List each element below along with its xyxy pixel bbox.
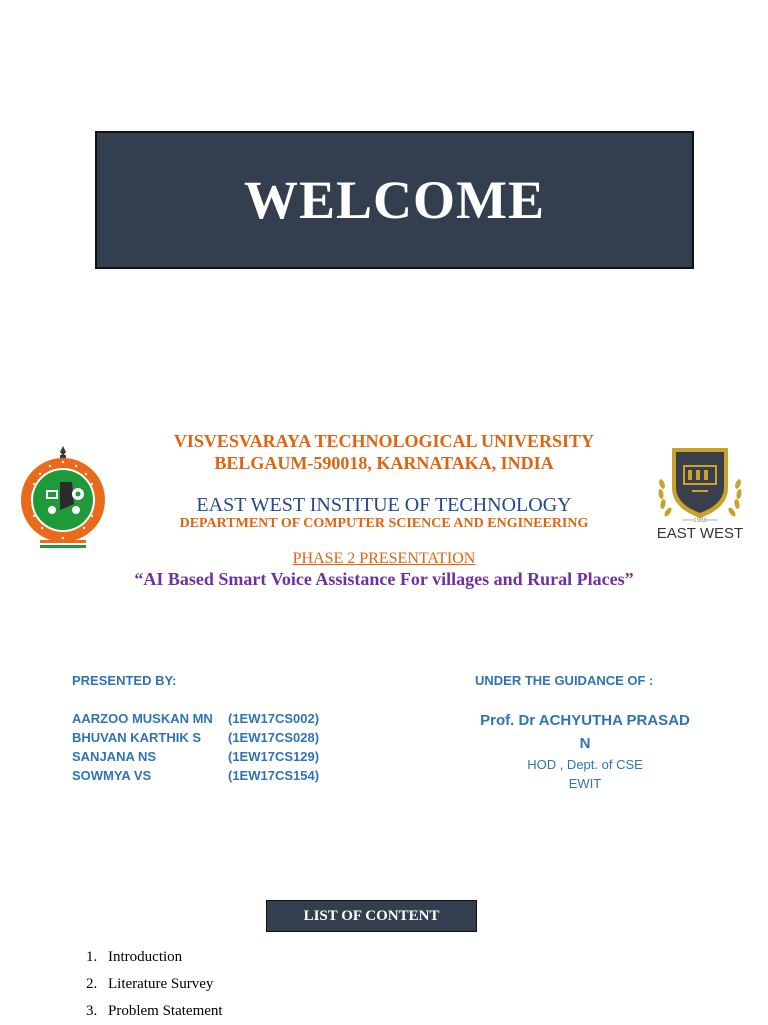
project-title: “AI Based Smart Voice Assistance For villages and Rural Places” bbox=[134, 569, 634, 589]
guide-name-cont: N bbox=[579, 735, 591, 752]
member-name: BHUVAN KARTHIK S bbox=[72, 730, 202, 745]
list-item-number: 2. bbox=[86, 976, 98, 992]
member-row bbox=[72, 768, 342, 787]
list-item bbox=[86, 944, 223, 971]
university-name: VISVESVARAYA TECHNOLOGICAL UNIVERSITY bbox=[173, 431, 595, 451]
member-usn: (1EW17CS129) bbox=[228, 749, 320, 764]
list-item-number: 3. bbox=[86, 1003, 98, 1019]
list-item-label: Problem Statement bbox=[108, 1003, 223, 1019]
university-address: BELGAUM-590018, KARNATAKA, INDIA bbox=[214, 453, 554, 473]
institute-name: EAST WEST INSTITUE OF TECHNOLOGY bbox=[196, 494, 572, 516]
guide-org: EWIT bbox=[568, 776, 602, 791]
list-item-label: Introduction bbox=[108, 949, 183, 965]
contents-heading-box bbox=[266, 900, 477, 932]
department-name: DEPARTMENT OF COMPUTER SCIENCE AND ENGINEERING bbox=[179, 516, 589, 531]
guide-name: Prof. Dr ACHYUTHA PRASAD bbox=[480, 712, 690, 729]
member-usn: (1EW17CS028) bbox=[228, 730, 320, 745]
presented-by-heading: PRESENTED BY: bbox=[72, 673, 177, 688]
guidance-heading: UNDER THE GUIDANCE OF : bbox=[475, 673, 654, 688]
list-item bbox=[86, 971, 223, 998]
member-usn: (1EW17CS154) bbox=[228, 768, 320, 783]
contents-list bbox=[86, 944, 223, 1025]
list-item bbox=[86, 998, 223, 1025]
member-list bbox=[72, 711, 342, 787]
member-name: SANJANA NS bbox=[72, 749, 157, 764]
member-row bbox=[72, 711, 342, 730]
guide-block bbox=[460, 709, 710, 793]
member-row bbox=[72, 730, 342, 749]
list-item-number: 1. bbox=[86, 949, 98, 965]
contents-heading: LIST OF CONTENT bbox=[303, 907, 440, 924]
welcome-title: WELCOME bbox=[243, 170, 546, 230]
logo-year: 1988 bbox=[693, 518, 707, 524]
member-usn: (1EW17CS002) bbox=[228, 711, 320, 726]
member-row bbox=[72, 749, 342, 768]
member-name: SOWMYA VS bbox=[72, 768, 152, 783]
guide-title: HOD , Dept. of CSE bbox=[527, 757, 643, 772]
logo-label: EAST WEST bbox=[656, 525, 744, 542]
list-item-label: Literature Survey bbox=[108, 976, 214, 992]
member-name: AARZOO MUSKAN MN bbox=[72, 711, 213, 726]
phase-title: PHASE 2 PRESENTATION bbox=[292, 550, 476, 567]
welcome-banner bbox=[95, 131, 694, 269]
